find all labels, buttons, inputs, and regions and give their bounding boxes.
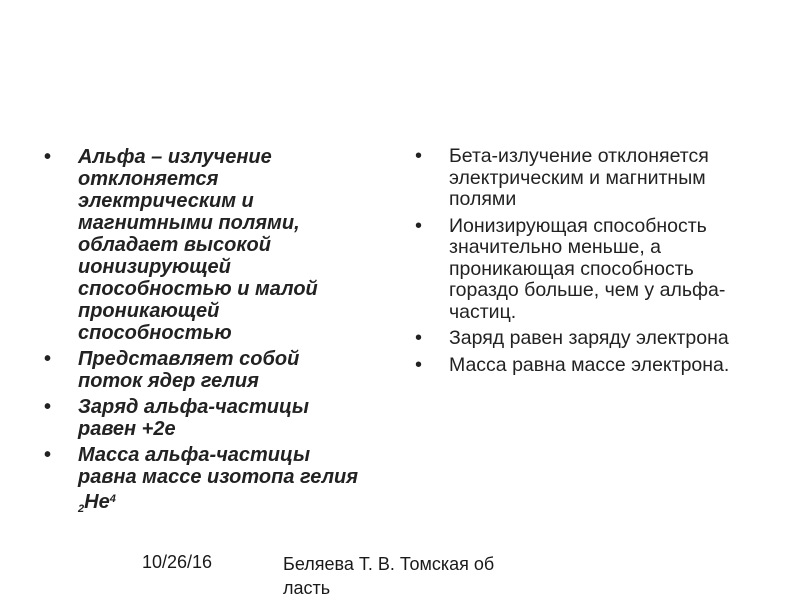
footer-date: 10/26/16 <box>142 552 213 572</box>
bullet: • <box>44 444 52 466</box>
list-item-text: Заряд альфа-частицы равен +2e <box>78 396 309 440</box>
list-item <box>44 348 364 392</box>
bullet: • <box>44 146 52 168</box>
list-item-text: Масса равна массе электрона. <box>449 353 730 376</box>
bullet: • <box>415 353 423 376</box>
alpha-radiation-list <box>44 146 364 524</box>
bullet: • <box>44 396 52 418</box>
isotope-element: He <box>84 491 110 513</box>
bullet: • <box>44 348 52 370</box>
list-item-text <box>78 444 358 513</box>
list-item <box>415 355 760 377</box>
isotope-superscript: 4 <box>109 493 116 505</box>
list-item <box>44 146 364 344</box>
list-item <box>415 216 760 324</box>
bullet: • <box>415 145 423 167</box>
list-item <box>44 444 364 520</box>
bullet: • <box>415 327 423 349</box>
list-item-text: Заряд равен заряду электрона <box>449 327 729 349</box>
footer-author: Беляева Т. В. Томская об ласть <box>283 554 495 598</box>
list-item <box>44 396 364 440</box>
list-item-text: Альфа – излучение отклоняется электрическим и магнитными полями, обладает высокой ионизирующей способностью и малой проникающей способностью <box>78 146 318 344</box>
bullet: • <box>415 214 423 237</box>
list-item <box>415 328 760 350</box>
list-item-text: Представляет собой поток ядер гелия <box>78 348 300 392</box>
isotope-subscript: 2 <box>78 503 85 515</box>
beta-radiation-list <box>415 146 760 381</box>
list-item-text-prefix: Масса альфа-частицы равна массе изотопа гелия <box>78 444 359 488</box>
list-item <box>415 146 760 211</box>
list-item-text: Бета-излучение отклоняется электрическим и магнитным полями <box>449 145 709 210</box>
list-item-text: Ионизирующая способность значительно меньше, а проникающая способность гораздо больше, чем у альфа-частиц. <box>449 214 726 323</box>
